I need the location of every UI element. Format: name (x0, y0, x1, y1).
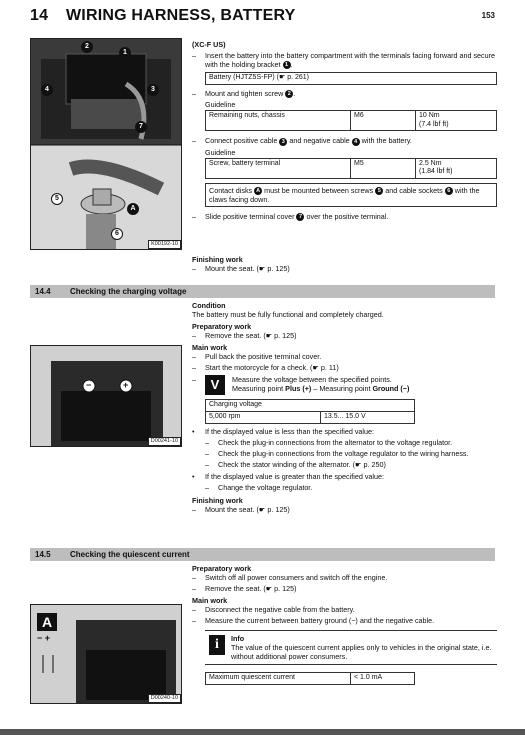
callout-A: A (127, 203, 139, 215)
callout-2: 2 (81, 41, 93, 53)
finishing-title: Finishing work (192, 255, 243, 264)
callout-4: 4 (41, 84, 53, 96)
battery-install-illustration (31, 39, 182, 250)
section-14-5-body: Preparatory work – Switch off all power consumers and switch off the engine. – Remove the seat. (☛ p. 125) Main work – Disconnect the negative cable from the battery. – Measure the current between battery ground (−) and the negative cable. i Info The value of the quiescent current applies only to vehicles in the original state, i.e. without additional power consumers. Maximum quiescent current < 1.0 mA (192, 564, 497, 685)
guideline-1: Guideline (205, 99, 236, 109)
callout-6: 6 (111, 228, 123, 240)
charging-voltage-table: Charging voltage 5,000 rpm 13.5... 15.0 V (205, 399, 415, 424)
image-code: K00192-10 (148, 240, 181, 249)
main-step-2: Start the motorcycle for a check. (☛ p. 11) (205, 363, 339, 372)
prep-title: Preparatory work (192, 564, 252, 573)
main-step-2: Measure the current between battery ground (−) and the negative cable. (205, 616, 435, 625)
install-step-2: – Mount and tighten screw 2 . (192, 88, 296, 98)
callout-7: 7 (135, 121, 147, 133)
charging-voltage-illustration (31, 346, 182, 447)
image-code: D00240-10 (148, 694, 181, 703)
main-title: Main work (192, 596, 228, 605)
finishing-title: Finishing work (192, 495, 243, 505)
callout-5: 5 (51, 193, 63, 205)
chapter-number: 14 (30, 7, 49, 24)
finishing-step: Mount the seat. (☛ p. 125) (205, 504, 290, 514)
check-2: Check the plug-in connections from the voltage regulator to the wiring harness. (218, 448, 469, 458)
charging-voltage-image (30, 345, 182, 447)
quiescent-current-table: Maximum quiescent current < 1.0 mA (205, 672, 415, 685)
section-bar-14-4 (30, 285, 495, 298)
measure-step: – V Measure the voltage between the specified points. Measuring point Plus (+) – Measuring point Ground (−) (192, 375, 497, 395)
torque-table-1: Remaining nuts, chassis M6 10 Nm (7.4 lbf ft) (205, 110, 497, 132)
ref-4-icon: 4 (352, 138, 360, 146)
callout-3: 3 (147, 84, 159, 96)
info-box (205, 630, 497, 665)
prep-step: Remove the seat. (☛ p. 125) (205, 331, 297, 340)
condition-text: The battery must be fully functional and completely charged. (192, 310, 384, 319)
contact-disks-note: Contact disks A must be mounted between screws 5 and cable sockets 6 with the claws facing down. (205, 183, 497, 207)
ammeter-label: A (37, 613, 57, 631)
torque-table-2: Screw, battery terminal M5 2.5 Nm (1.84 lbf ft) (205, 158, 497, 180)
section-bar-14-5 (30, 548, 495, 561)
page-bottom-border (0, 729, 525, 735)
minus-label: − (86, 380, 92, 390)
section-number: 14.4 (35, 287, 51, 296)
guideline-2: Guideline (205, 147, 236, 157)
info-text: The value of the quiescent current applies only to vehicles in the original state, i.e. without additional power consumers. (231, 643, 492, 661)
install-step-1: – Insert the battery into the battery compartment with the terminals facing forward and secure with the holding bracket 1 . (192, 51, 496, 69)
check-3: Check the stator winding of the alternator. (☛ p. 250) (218, 459, 386, 469)
ref-7-icon: 7 (296, 213, 304, 221)
section-title: Checking the charging voltage (70, 287, 187, 296)
info-title: Info (231, 634, 245, 643)
install-steps (192, 40, 497, 221)
if-greater: If the displayed value is greater than the specified value: (205, 471, 384, 481)
section-14-4-body: Condition The battery must be fully functional and completely charged. Preparatory work – Remove the seat. (☛ p. 125) Main work – Pull back the positive terminal cover. – Start the motorcycle for a check. (☛ p. 11) – V Measure the voltage between the specified points. Measuring point Plus (+) – Measuring point Ground (−) Charging voltage 5,000 rpm 13.5... 15.0 V • If the displayed value is less than the specified value: – Check the plug-in connections from the alternator to the voltage regulator. – Check the plug-in connections from the voltage regulator to the wiring harness. – Check the stator winding of the alternator. (☛ p. 250) • If the displayed value is greater than the specified value: – Change the voltage regulator. Finishing work – Mount the seat. (☛ p. 125) (192, 301, 497, 514)
ref-A-icon: A (254, 187, 262, 195)
install-finishing: Finishing work – Mount the seat. (☛ p. 125) (192, 255, 497, 273)
plus-label: + (123, 380, 129, 390)
battery-ref-table: Battery (HJTZ5S-FP) (☛ p. 261) (205, 72, 497, 85)
main-title: Main work (192, 343, 228, 352)
callout-1: 1 (119, 47, 131, 59)
change-regulator: Change the voltage regulator. (218, 482, 313, 492)
main-step-1: Disconnect the negative cable from the battery. (205, 605, 355, 614)
measure-line-1: Measure the voltage between the specified points. (232, 375, 392, 384)
check-1: Check the plug-in connections from the alternator to the voltage regulator. (218, 437, 453, 447)
prep-title: Preparatory work (192, 322, 252, 331)
install-step-4: – Slide positive terminal cover 7 over the positive terminal. (192, 212, 389, 222)
quiescent-current-image (30, 604, 182, 704)
ref-5-icon: 5 (375, 187, 383, 195)
main-step-1: Pull back the positive terminal cover. (205, 352, 322, 361)
condition-title: Condition (192, 301, 226, 310)
install-step-3: – Connect positive cable 3 and negative cable 4 with the battery. (192, 136, 412, 146)
section-number: 14.5 (35, 550, 51, 559)
voltage-icon: V (205, 375, 225, 395)
if-less: If the displayed value is less than the specified value: (205, 426, 375, 436)
polarity-label: − + (37, 633, 51, 643)
prep-step-1: Switch off all power consumers and switch off the engine. (205, 573, 388, 582)
variant-label: (XC-F US) (192, 40, 226, 49)
image-code: D00241-10 (148, 437, 181, 446)
battery-install-image (30, 38, 182, 250)
prep-step-2: Remove the seat. (☛ p. 125) (205, 584, 297, 593)
info-icon: i (209, 635, 225, 655)
section-title: Checking the quiescent current (70, 550, 190, 559)
ref-1-icon: 1 (283, 61, 291, 69)
page-number: 153 (481, 11, 495, 20)
ref-3-icon: 3 (279, 138, 287, 146)
chapter-title: WIRING HARNESS, BATTERY (66, 7, 296, 24)
ref-2-icon: 2 (285, 90, 293, 98)
ref-6-icon: 6 (445, 187, 453, 195)
finishing-step: Mount the seat. (☛ p. 125) (205, 264, 290, 273)
